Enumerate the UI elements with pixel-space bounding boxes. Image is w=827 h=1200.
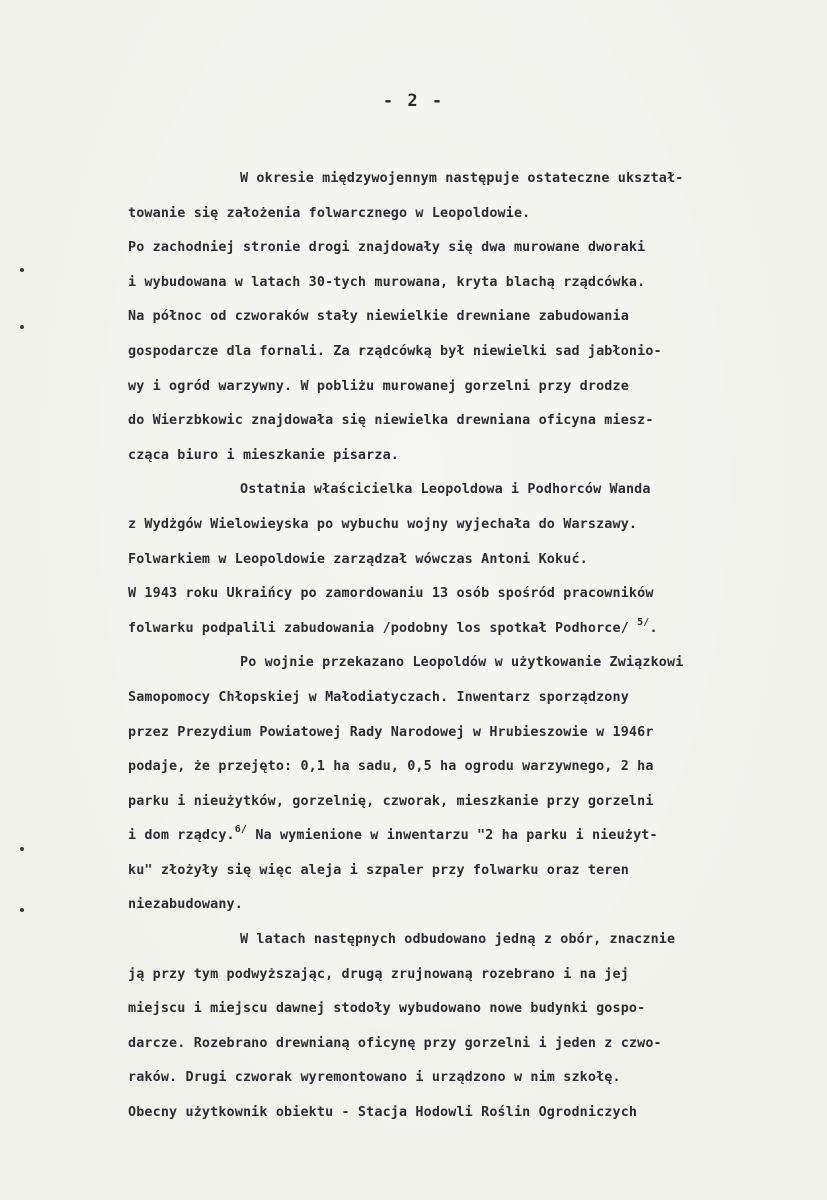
text-line-content: parku i nieużytków, gorzelnię, czworak, mieszkanie przy gorzelni: [128, 793, 654, 809]
text-line: [128, 370, 818, 405]
text-line: [128, 716, 818, 751]
text-line-content: podaje, że przejęto: 0,1 ha sadu, 0,5 ha ogrodu warzywnego, 2 ha: [128, 759, 654, 775]
text-line-content: miejscu i miejscu dawnej stodoły wybudowano nowe budynki gospo-: [128, 1001, 646, 1017]
text-line-content: wy i ogród warzywny. W pobliżu murowanej gorzelni przy drodze: [128, 378, 629, 394]
text-line-content: Folwarkiem w Leopoldowie zarządzał wówczas Antoni Kokuć.: [128, 551, 588, 567]
text-line-content: do Wierzbkowic znajdowała się niewielka drewniana oficyna miesz-: [128, 413, 654, 429]
text-line: [128, 439, 818, 474]
body-text: [128, 162, 818, 1131]
text-line-content: towanie się założenia folwarcznego w Leopoldowie.: [128, 205, 531, 221]
text-line-content: Ostatnia właścicielka Leopoldowa i Podhorców Wanda: [240, 482, 651, 498]
text-line-content: Na północ od czworaków stały niewielkie drewniane zabudowania: [128, 309, 629, 325]
text-line: [128, 992, 818, 1027]
text-line-content: ku" złożyły się więc aleja i szpaler przy folwarku oraz teren: [128, 862, 629, 878]
text-line-content: Po zachodniej stronie drogi znajdowały się dwa murowane dworaki: [128, 240, 646, 256]
text-line-content: przez Prezydium Powiatowej Rady Narodowej w Hrubieszowie w 1946r: [128, 724, 654, 740]
text-line: [128, 543, 818, 578]
margin-mark: [20, 908, 24, 912]
text-line: [128, 300, 818, 335]
text-line: [128, 404, 818, 439]
text-line: [128, 335, 818, 370]
text-line: [128, 819, 818, 854]
text-line-content: i wybudowana w latach 30-tych murowana, kryta blachą rządcówka.: [128, 274, 646, 290]
text-line-content: W okresie międzywojennym następuje ostateczne ukształ-: [240, 171, 684, 186]
text-line-continuation: .: [649, 620, 658, 636]
text-line: [128, 888, 818, 923]
text-line-content: W 1943 roku Ukraińcy po zamordowaniu 13 osób spośród pracowników: [128, 586, 654, 602]
text-line-content: gospodarcze dla fornali. Za rządcówką był niewielki sad jabłonio-: [128, 343, 662, 359]
text-line-content: niezabudowany.: [128, 897, 243, 913]
margin-mark: [20, 268, 24, 272]
text-line: [128, 508, 818, 543]
text-line-content: Obecny użytkownik obiektu - Stacja Hodowli Roślin Ogrodniczych: [128, 1105, 638, 1121]
text-line: [128, 1027, 818, 1062]
footnote-reference: 6/: [234, 824, 248, 836]
text-line-continuation: Na wymienione w inwentarzu "2 ha parku i nieużyt-: [247, 828, 658, 844]
margin-mark: [20, 325, 24, 329]
text-line: [128, 197, 818, 232]
text-line: [128, 473, 818, 508]
margin-mark: [20, 847, 24, 851]
text-line: [128, 681, 818, 716]
text-line-content: Po wojnie przekazano Leopoldów w użytkowanie Związkowi: [240, 655, 684, 671]
text-line-content: darcze. Rozebrano drewnianą oficynę przy gorzelni i jeden z czwo-: [128, 1035, 662, 1051]
text-line: [128, 958, 818, 993]
text-line-content: cząca biuro i mieszkanie pisarza.: [128, 447, 399, 463]
text-line: [128, 854, 818, 889]
text-line: [128, 162, 818, 197]
footnote-reference: 5/: [637, 616, 650, 628]
text-line-content: folwarku podpalili zabudowania /podobny los spotkał Podhorce/: [128, 620, 638, 636]
text-line-content: z Wydżgów Wielowieyska po wybuchu wojny wyjechała do Warszawy.: [128, 516, 638, 532]
text-line-content: i dom rządcy.: [128, 828, 235, 844]
text-line-content: ją przy tym podwyższając, drugą zrujnowaną rozebrano i na jej: [128, 966, 629, 982]
text-line: [128, 1061, 818, 1096]
page-number: - 2 -: [382, 91, 445, 111]
text-line-content: W latach następnych odbudowano jedną z obór, znacznie: [240, 932, 676, 948]
text-line: [128, 612, 818, 647]
text-line-content: raków. Drugi czworak wyremontowano i urządzono w nim szkołę.: [128, 1070, 621, 1086]
text-line: [128, 923, 818, 958]
text-line: [128, 231, 818, 266]
text-line: [128, 1096, 818, 1131]
text-line: [128, 577, 818, 612]
text-line: [128, 646, 818, 681]
text-line: [128, 785, 818, 820]
text-line: [128, 750, 818, 785]
text-line-content: Samopomocy Chłopskiej w Małodiatyczach. Inwentarz sporządzony: [128, 689, 629, 705]
text-line: [128, 266, 818, 301]
